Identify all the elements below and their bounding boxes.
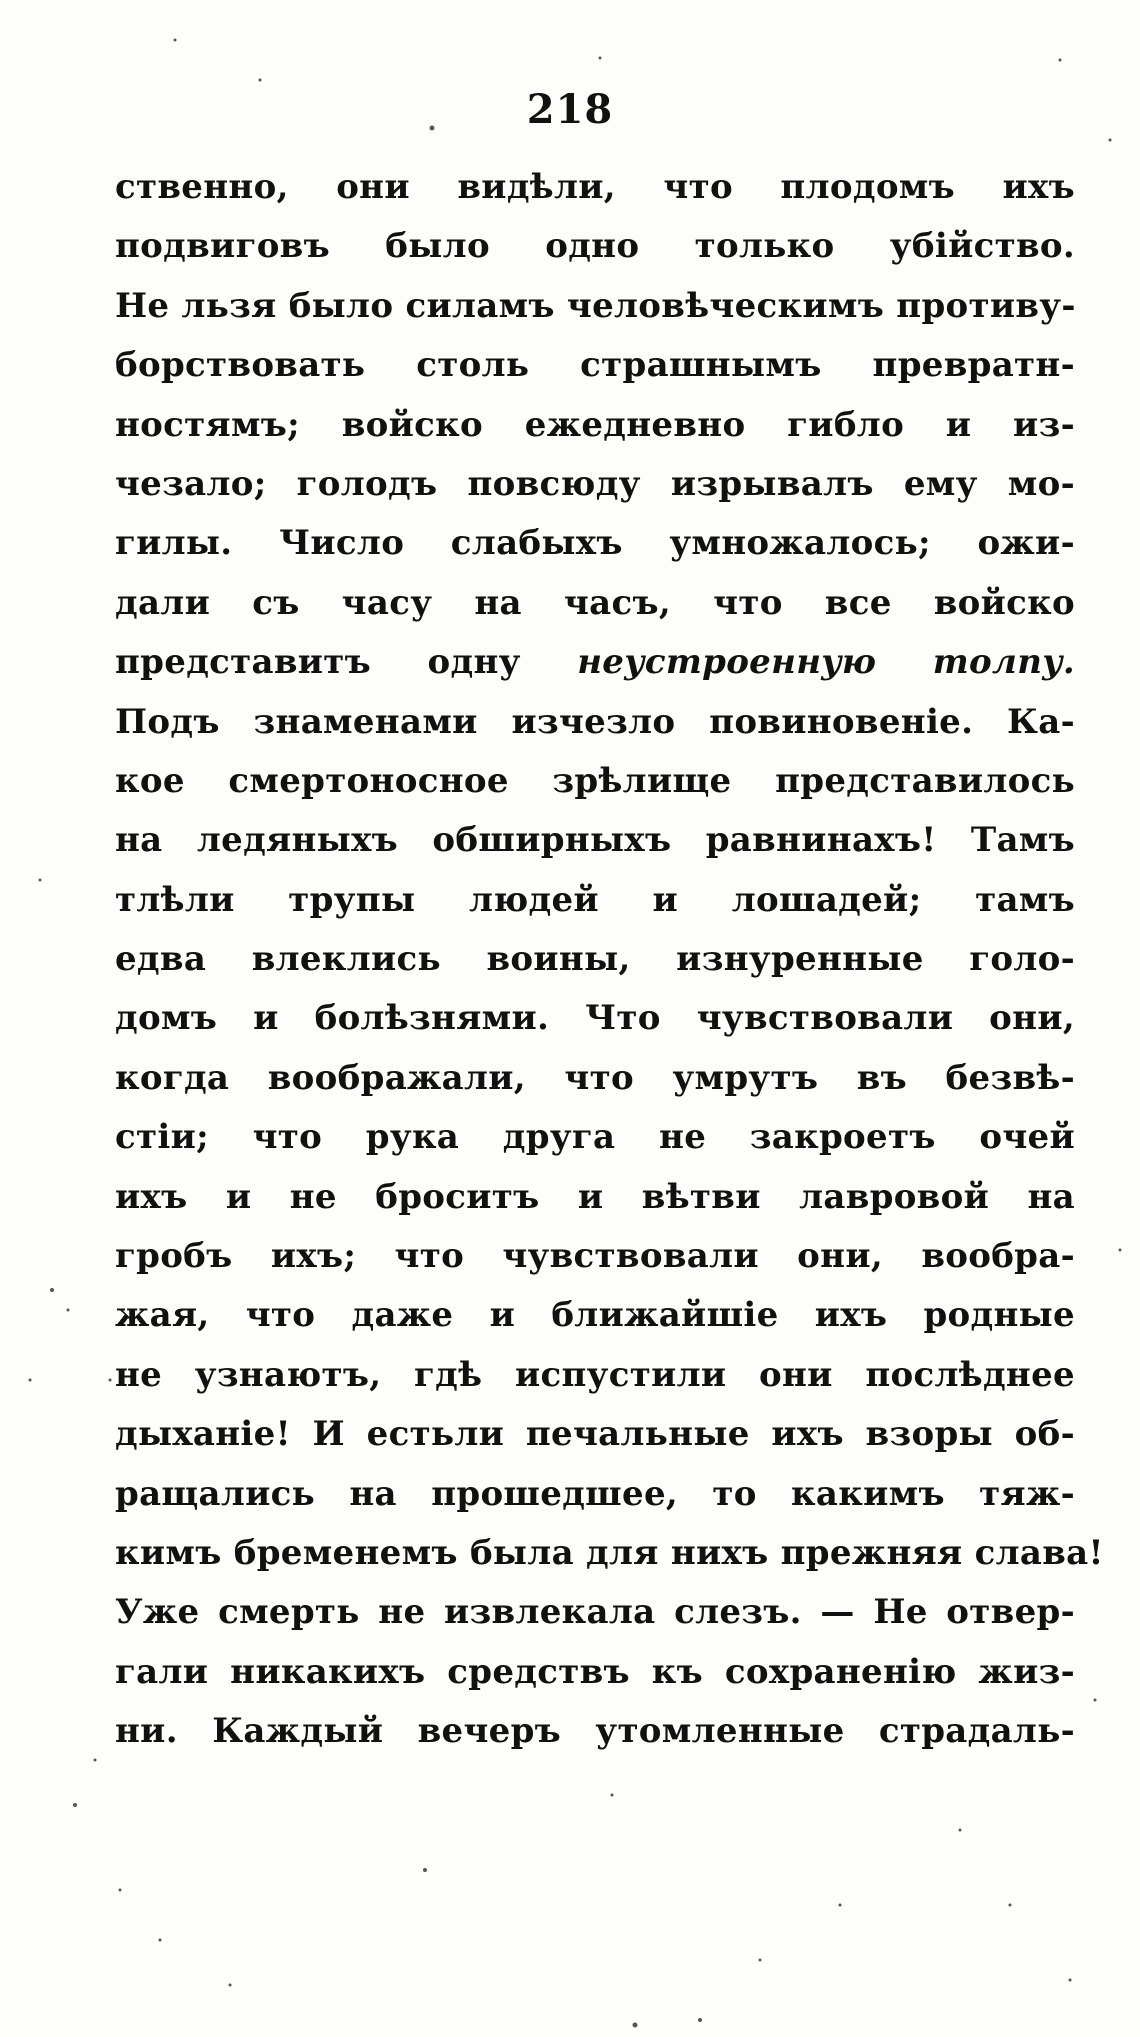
text-line: кое смертоносное зрѣлище представилось	[115, 760, 1075, 801]
text-line: ственно, они видѣли, что плодомъ ихъ	[115, 167, 1075, 207]
text-line: стіи; что рука друга не закроетъ очей	[115, 1117, 1075, 1158]
text-line-start: представитъ одну	[115, 642, 521, 683]
text-line: кимъ бременемъ была для нихъ прежняя слава!	[115, 1532, 1104, 1573]
text-line: дыханіе! И естьли печальные ихъ взоры об-	[115, 1414, 1075, 1455]
text-line: ни. Каждый вечеръ утомленные страдаль-	[115, 1711, 1075, 1752]
text-line: жая, что даже и ближайшіе ихъ родные	[115, 1295, 1075, 1336]
emphasized-phrase: неустроенную толпу.	[577, 642, 1075, 683]
text-line: ностямъ; войско ежедневно гибло и из-	[115, 404, 1075, 445]
text-line: Подъ знаменами изчезло повиновеніе. Ка-	[115, 701, 1075, 742]
text-line: тлѣли трупы людей и лошадей; тамъ	[115, 879, 1075, 920]
text-line: Уже смерть не извлекала слезъ. — Не отвер-	[115, 1592, 1075, 1633]
text-line: Не льзя было силамъ человѣческимъ противу-	[115, 285, 1076, 326]
text-line: не узнаютъ, гдѣ испустили они послѣднее	[115, 1354, 1075, 1395]
page-number: 218	[526, 86, 614, 133]
body-text	[115, 158, 1104, 1762]
text-line: когда воображали, что умрутъ въ безвѣ-	[115, 1057, 1075, 1098]
text-line: едва влеклись воины, изнуренные голо-	[115, 939, 1075, 980]
text-line: на ледяныхъ обширныхъ равнинахъ! Тамъ	[115, 820, 1075, 861]
text-line: дали съ часу на часъ, что все войско	[115, 582, 1075, 623]
text-line: чезало; голодъ повсюду изрывалъ ему мо-	[115, 463, 1075, 504]
text-line: ихъ и не броситъ и вѣтви лавровой на	[115, 1176, 1075, 1217]
text-line: ращались на прошедшее, то какимъ тяж-	[115, 1473, 1075, 1514]
text-line-with-emphasis	[115, 633, 1075, 692]
text-line: гилы. Число слабыхъ умножалось; ожи-	[115, 523, 1075, 564]
text-line: гробъ ихъ; что чувствовали они, вообра-	[115, 1236, 1075, 1277]
text-line: домъ и болѣзнями. Что чувствовали они,	[115, 998, 1075, 1039]
text-line: борствовать столь страшнымъ превратн-	[115, 345, 1075, 386]
text-line: подвиговъ было одно только убійство.	[115, 226, 1075, 267]
text-line: гали никакихъ средствъ къ сохраненію жиз-	[115, 1651, 1075, 1692]
